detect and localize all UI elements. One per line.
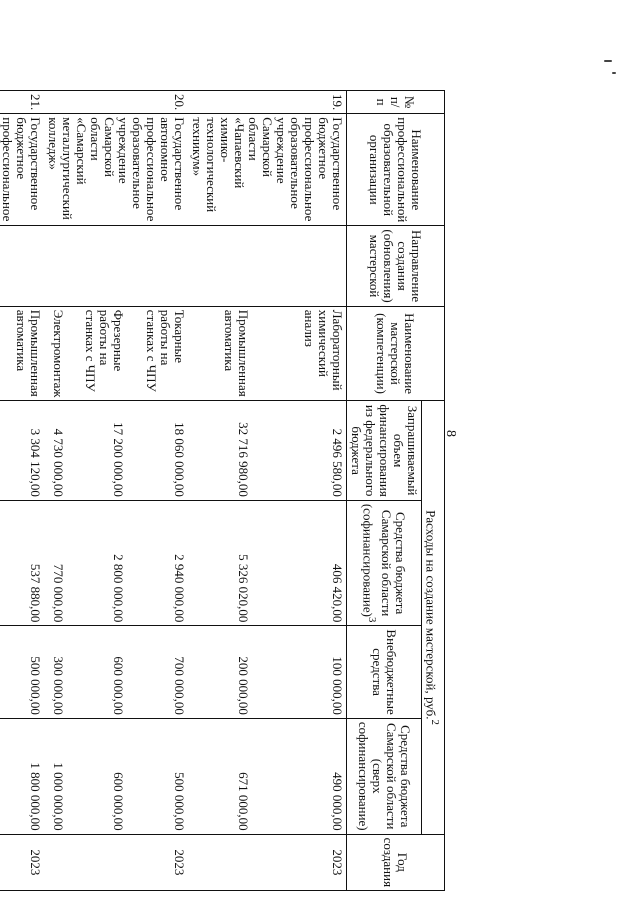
extrabudget-amount: 600 000,00 (67, 626, 127, 718)
extrabudget-amount: 100 000,00 (252, 626, 346, 718)
regional-amount: 537 880,00 (0, 500, 44, 626)
organization-name: Государственное автономное профессиональное образовательное учреждение Самарской области «Самарский металлургический колледж» (44, 114, 188, 226)
creation-year: 2023 (0, 834, 44, 890)
header-workshop: Наименование мастерской (компетенции) (346, 306, 444, 401)
regional-amount: 2 940 000,00 (127, 500, 187, 626)
regional-amount: 770 000,00 (44, 500, 68, 626)
workshop-name: Электромонтаж (44, 306, 68, 401)
table-row (0, 91, 44, 891)
workshop-name: Промышленная автоматика (188, 306, 253, 401)
direction (44, 226, 188, 306)
regional-extra-amount: 600 000,00 (67, 718, 127, 834)
header-extrabudget: Внебюджетные средства (346, 626, 421, 718)
workshops-table (0, 90, 445, 891)
federal-amount: 17 200 000,00 (67, 401, 127, 500)
creation-year: 2023 (188, 834, 347, 890)
header-regional-extra: Средства бюджета Самарской области (сверх софинансирование) (346, 718, 421, 834)
table-row (127, 91, 187, 891)
extrabudget-amount: 700 000,00 (127, 626, 187, 718)
direction (0, 226, 44, 306)
table-body (0, 91, 346, 891)
regional-amount: 406 420,00 (252, 500, 346, 626)
row-number: 20. (44, 91, 188, 114)
regional-extra-amount: 1 800 000,00 (0, 718, 44, 834)
extrabudget-amount: 300 000,00 (44, 626, 68, 718)
scan-speck (604, 60, 612, 62)
header-org: Наименование профессиональной образовательной организации (346, 114, 444, 226)
header-federal: Запрашиваемый объем финансирования из федерального бюджета (346, 401, 421, 500)
regional-extra-amount: 500 000,00 (127, 718, 187, 834)
workshop-name: Лабораторный химический анализ (252, 306, 346, 401)
extrabudget-amount: 500 000,00 (0, 626, 44, 718)
regional-extra-amount: 671 000,00 (188, 718, 253, 834)
header-row-1 (421, 91, 444, 891)
workshop-name: Фрезерные работы на станках с ЧПУ (67, 306, 127, 401)
federal-amount: 32 716 980,00 (188, 401, 253, 500)
header-num: № п/п (346, 91, 444, 114)
federal-amount: 2 496 580,00 (252, 401, 346, 500)
header-regional (346, 500, 421, 626)
scan-speck (612, 72, 616, 74)
page-number: 8 (443, 430, 458, 437)
federal-amount: 4 730 000,00 (44, 401, 68, 500)
regional-amount: 2 800 000,00 (67, 500, 127, 626)
regional-amount: 5 326 020,00 (188, 500, 253, 626)
header-regional-label: Средства бюджета Самарской области (софинансирование) (360, 503, 408, 617)
organization-name: Государственное бюджетное профессиональное образовательное учреждение Самарской области «Чапаевский химико-технологический техникум» (188, 114, 347, 226)
workshop-name: Промышленная автоматика (0, 306, 44, 401)
header-regional-footnote: 3 (365, 616, 378, 623)
header-expenses-group (421, 401, 444, 834)
header-year: Год создания (346, 834, 444, 890)
header-expenses-label: Расходы на создание мастерской, руб. (423, 510, 439, 720)
federal-amount: 3 304 120,00 (0, 401, 44, 500)
federal-amount: 18 060 000,00 (127, 401, 187, 500)
row-number: 19. (188, 91, 347, 114)
extrabudget-amount: 200 000,00 (188, 626, 253, 718)
organization-name: Государственное бюджетное профессиональное (0, 114, 44, 226)
header-expenses-footnote: 2 (429, 719, 441, 725)
regional-extra-amount: 490 000,00 (252, 718, 346, 834)
regional-extra-amount: 1 000 000,00 (44, 718, 68, 834)
creation-year: 2023 (44, 834, 188, 890)
row-number: 21. (0, 91, 44, 114)
table-row (252, 91, 346, 891)
direction (188, 226, 347, 306)
workshop-name: Токарные работы на станках с ЧПУ (127, 306, 187, 401)
header-direction: Направление создания (обновления) мастерской (346, 226, 444, 306)
